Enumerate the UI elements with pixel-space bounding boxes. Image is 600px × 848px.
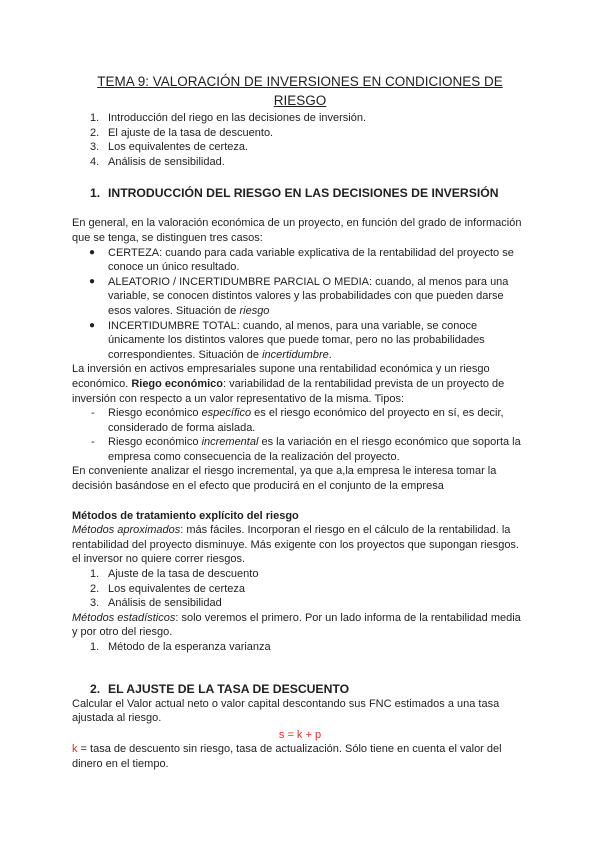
dash-marker: - [91, 436, 95, 449]
toc-num: 1. [90, 112, 100, 124]
stat-label: Métodos estadísticos [72, 611, 176, 624]
list-item [72, 435, 528, 464]
bullet-tail: . [328, 348, 332, 361]
page-title [72, 72, 528, 110]
section-2-intro: Calcular el Valor actual neto o valor capital descontando sus FNC estimados a una tasa ajustada al riesgo. [72, 697, 500, 725]
list-text: Método de la esperanza varianza [108, 641, 271, 653]
para-text: La inversión en activos empresariales supone una rentabilidad económica y un riesgo económico. [72, 363, 490, 390]
list-num: 2. [90, 582, 100, 595]
section-1-para-2 [72, 362, 528, 406]
document-page [72, 72, 528, 772]
title-line-1: TEMA 9: VALORACIÓN DE INVERSIONES EN CONDICIONES DE [97, 74, 503, 89]
k-text: = tasa de descuento sin riesgo, tasa de actualización. Sólo tiene en cuenta el valor del dinero en el tiempo. [72, 743, 502, 770]
dash-italic: incremental [201, 436, 259, 449]
toc-item [72, 126, 528, 141]
toc-text: Los equivalentes de certeza. [108, 141, 249, 154]
bullet-icon: ● [89, 246, 96, 258]
list-item [72, 596, 528, 611]
table-of-contents [72, 111, 528, 169]
section-1-intro: En general, en la valoración económica de un proyecto, en función del grado de información que se tenga, se distinguen tres casos: [72, 217, 522, 244]
list-text: Ajuste de la tasa de descuento [108, 568, 259, 581]
approx-label: Métodos aproximados [72, 524, 181, 537]
toc-item [72, 155, 528, 170]
section-heading-text: INTRODUCCIÓN DEL RIESGO EN LAS DECISIONES DE INVERSIÓN [108, 186, 499, 201]
bullet-italic: incertidumbre [262, 348, 329, 361]
formula: s = k + p [278, 728, 322, 741]
list-item [72, 406, 528, 435]
dash-text: es la variación en el riesgo económico que soporta la empresa como consecuencia de la realización del proyecto. [108, 436, 521, 463]
list-item [72, 582, 528, 597]
approx-methods-para [72, 523, 528, 567]
section-1-heading [72, 185, 528, 201]
para-text: : variabilidad de la rentabilidad prevista de un proyecto de inversión con respecto a un valor representativo de la misma. Tipos: [72, 377, 505, 405]
toc-num: 2. [90, 126, 100, 139]
dash-text: es el riesgo económico del proyecto en sí, es decir, considerado de forma aislada. [108, 407, 504, 434]
section-num: 2. [90, 681, 101, 696]
stat-methods-para [72, 611, 528, 640]
dash-italic: específico [201, 407, 252, 420]
bullet-icon: ● [89, 275, 96, 287]
list-item [72, 567, 528, 582]
list-num: 3. [90, 597, 100, 610]
toc-num: 3. [90, 141, 100, 154]
section-num: 1. [90, 186, 101, 201]
methods-heading: Métodos de tratamiento explícito del riesgo [72, 509, 299, 522]
section-2-heading [72, 681, 528, 697]
dash-text: Riesgo económico [108, 436, 202, 449]
list-item [72, 319, 528, 363]
section-heading-text: EL AJUSTE DE LA TASA DE DESCUENTO [108, 681, 350, 696]
toc-text: Introducción del riego en las decisiones de inversión. [108, 112, 367, 124]
list-num: 1. [90, 641, 100, 653]
list-text: Los equivalentes de certeza [108, 582, 245, 595]
cases-list [72, 246, 528, 363]
bullet-text: INCERTIDUMBRE TOTAL: cuando, al menos, para una variable, se conoce únicamente los distintos valores que puede tomar, pero no las probabilidades correspondientes. Situación de [108, 319, 485, 361]
section-1-para-3: En conveniente analizar el riesgo incremental, ya que a,la empresa le interesa tomar la decisión basándose en el efecto que producirá en el conjunto de la empresa [72, 465, 497, 493]
risk-types-list [72, 406, 528, 464]
bullet-text: ALEATORIO / INCERTIDUMBRE PARCIAL O MEDIA: cuando, al menos para una variable, se conocen distintos valores y las probabilidades con que pueden darse esos valores. Situación de [108, 275, 509, 317]
dash-text: Riesgo económico [108, 407, 202, 420]
toc-item [72, 140, 528, 155]
bullet-icon: ● [89, 319, 96, 331]
approx-methods-list [72, 567, 528, 611]
list-text: Análisis de sensibilidad [108, 597, 222, 610]
title-line-2: RIESGO [273, 93, 327, 108]
bullet-italic: riesgo [239, 304, 270, 317]
approx-text: : más fáciles. Incorporan el riesgo en el cálculo de la rentabilidad. la rentabilidad del proyecto disminuye. Más exigente con los proyectos que supongan riesgos. el inversor no quiere correr riesgos. [72, 524, 519, 566]
list-item [72, 640, 528, 655]
toc-text: Análisis de sensibilidad. [108, 155, 225, 168]
k-label: k [72, 743, 78, 756]
dash-marker: - [91, 407, 95, 420]
toc-text: El ajuste de la tasa de descuento. [108, 126, 274, 139]
k-definition [72, 742, 528, 771]
toc-item [72, 111, 528, 126]
stat-methods-list [72, 640, 528, 655]
bullet-text: CERTEZA: cuando para cada variable explicativa de la rentabilidad del proyecto se conoce un único resultado. [108, 246, 514, 274]
para-bold: Riego económico [131, 377, 223, 390]
list-item [72, 275, 528, 319]
list-num: 1. [90, 568, 100, 581]
stat-text: : solo veremos el primero. Por un lado informa de la rentabilidad media y por otro del riesgo. [72, 611, 521, 639]
toc-num: 4. [90, 155, 100, 168]
list-item [72, 246, 528, 275]
